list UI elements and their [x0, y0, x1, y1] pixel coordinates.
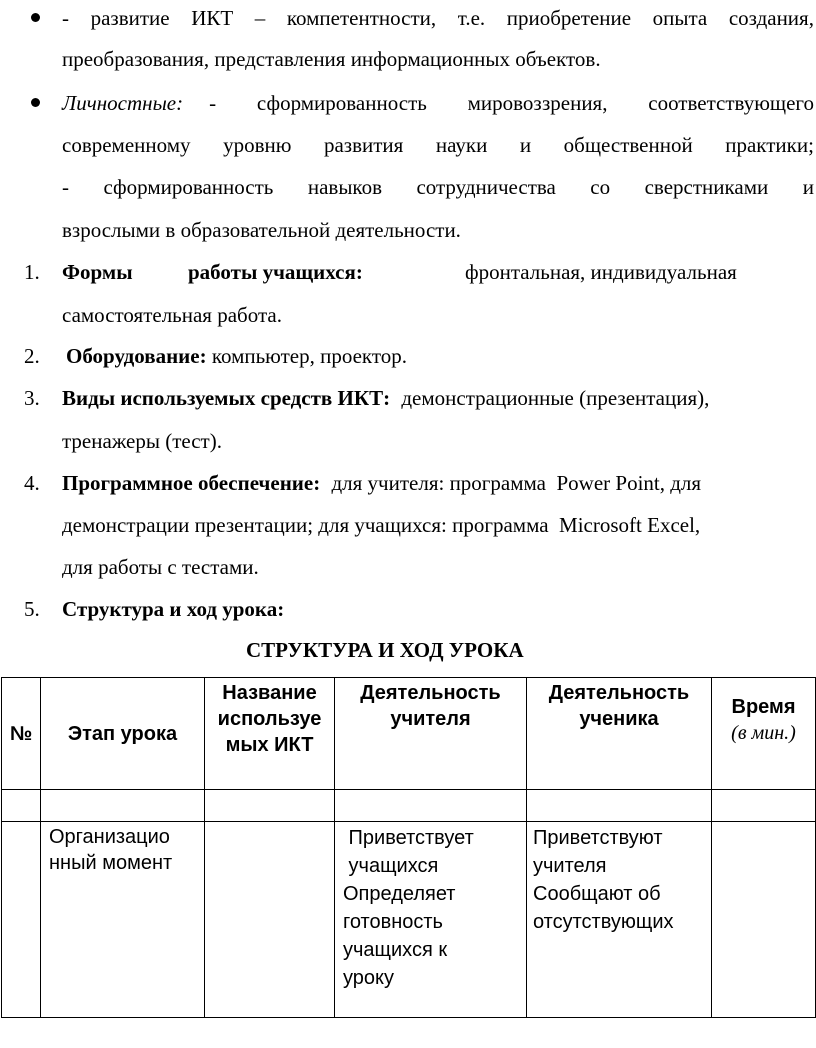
- row-teacher-line: Приветствует: [343, 827, 474, 849]
- row-student-cell: [527, 822, 712, 1018]
- item-3-continuation: тренажеры (тест).: [62, 429, 222, 453]
- word: -: [62, 175, 69, 199]
- word: сверстниками: [644, 175, 769, 199]
- word: –: [254, 6, 266, 30]
- header-ict: [205, 678, 335, 790]
- word: навыков: [307, 175, 382, 199]
- bullet-1-line-2: преобразования, представления информационных объектов.: [62, 47, 601, 71]
- item-number: 5.: [24, 597, 40, 621]
- word: сформированность: [103, 175, 274, 199]
- word: развития: [323, 133, 404, 157]
- item-4-line-1: [62, 471, 701, 495]
- header-stage-text: Этап урока: [67, 722, 178, 745]
- table-cell: [2, 822, 41, 1018]
- header-student-line: Деятельность: [548, 682, 690, 704]
- table-cell: [712, 790, 816, 822]
- table-cell: [41, 790, 205, 822]
- header-time-text: Время: [731, 696, 796, 718]
- table-empty-row: [2, 790, 816, 822]
- bullet-2-line-2: [62, 133, 814, 157]
- word: соответствующего: [648, 91, 814, 115]
- item-1-label-part1: Формы: [62, 260, 133, 284]
- bullet-2-line-1-text: [209, 91, 814, 115]
- item-1-label: работы учащихся:: [188, 260, 363, 284]
- word: ИКТ: [191, 6, 234, 30]
- header-student-line: ученика: [579, 708, 659, 730]
- row-teacher-line: учащихся к: [343, 939, 448, 961]
- item-3-label: Виды используемых средств ИКТ:: [62, 386, 391, 410]
- word: и: [802, 175, 814, 199]
- word: и: [519, 133, 532, 157]
- header-student: [527, 678, 712, 790]
- item-3-line-1: [62, 386, 709, 410]
- item-4-continuation-2: для работы с тестами.: [62, 555, 259, 579]
- word: науки: [435, 133, 488, 157]
- table-cell: [205, 790, 335, 822]
- row-teacher-line: уроку: [343, 967, 394, 989]
- item-4-value: для учителя: программа Power Point, для: [331, 471, 702, 495]
- item-number: 3.: [24, 386, 40, 410]
- header-time-unit: (в мин.): [731, 722, 796, 744]
- item-3-value: демонстрационные (презентация),: [401, 386, 710, 410]
- row-student-line: учителя: [533, 855, 607, 877]
- word: сотрудничества: [416, 175, 556, 199]
- table-header-row: [2, 678, 816, 790]
- bullet-dot: [31, 13, 40, 22]
- table-cell: [527, 790, 712, 822]
- header-ict-line: Название: [222, 682, 317, 704]
- lesson-structure-table: [1, 677, 816, 1018]
- row-stage-line: нный момент: [49, 852, 173, 874]
- row-student-line: Приветствуют: [533, 827, 663, 849]
- bullet-2-line-3: [62, 175, 814, 199]
- word: уровню: [223, 133, 292, 157]
- bullet-dot: [31, 98, 40, 107]
- item-2-label: Оборудование:: [66, 344, 207, 368]
- item-number: 4.: [24, 471, 40, 495]
- bullet-1-line-1: [62, 6, 814, 30]
- personal-label: Личностные:: [62, 91, 184, 115]
- word: общественной: [563, 133, 693, 157]
- table-cell: [712, 822, 816, 1018]
- item-number: 1.: [24, 260, 40, 284]
- header-teacher-line: Деятельность: [360, 682, 501, 704]
- word: сформированность: [256, 91, 427, 115]
- header-num: [2, 678, 41, 790]
- row-stage-line: Организацио: [49, 826, 170, 848]
- table-cell: [2, 790, 41, 822]
- word: современному: [62, 133, 191, 157]
- row-teacher-line: Определяет: [343, 883, 456, 905]
- item-5-line: [62, 597, 284, 621]
- table-cell: [335, 790, 527, 822]
- item-5-label: Структура и ход урока:: [62, 597, 285, 621]
- word: компетентности,: [286, 6, 437, 30]
- header-teacher: [335, 678, 527, 790]
- word: мировоззрения,: [467, 91, 608, 115]
- header-num-text: №: [9, 722, 33, 745]
- item-4-label: Программное обеспечение:: [62, 471, 321, 495]
- header-time: [712, 678, 816, 790]
- header-stage: [41, 678, 205, 790]
- header-teacher-line: учителя: [390, 708, 471, 730]
- word: создания,: [728, 6, 814, 30]
- item-1-line-1: [62, 260, 133, 284]
- header-ict-line: мых ИКТ: [225, 734, 314, 756]
- row-student-line: Сообщают об: [533, 883, 661, 905]
- bullet-2-line-1: [62, 91, 814, 115]
- word: опыта: [652, 6, 708, 30]
- header-ict-line: используе: [217, 708, 322, 730]
- bullet-2-line-4: взрослыми в образовательной деятельности.: [62, 218, 461, 242]
- item-1-label-part2: [188, 260, 363, 284]
- table-title: СТРУКТУРА И ХОД УРОКА: [246, 638, 524, 662]
- word: со: [590, 175, 611, 199]
- item-1-continuation: самостоятельная работа.: [62, 303, 282, 327]
- item-number: 2.: [24, 344, 40, 368]
- table-cell: [205, 822, 335, 1018]
- row-student-line: отсутствующих: [533, 911, 674, 933]
- word: т.е.: [457, 6, 486, 30]
- row-stage-cell: [41, 822, 205, 1018]
- word: практики;: [725, 133, 814, 157]
- word: -: [62, 6, 69, 30]
- item-2-line: [66, 344, 407, 368]
- row-teacher-line: учащихся: [343, 855, 439, 877]
- row-teacher-cell: [335, 822, 527, 1018]
- item-1-value: фронтальная, индивидуальная: [465, 260, 737, 284]
- word: приобретение: [506, 6, 632, 30]
- word: развитие: [90, 6, 170, 30]
- row-teacher-line: готовность: [343, 911, 443, 933]
- item-2-value: компьютер, проектор.: [211, 344, 407, 368]
- item-4-continuation-1: демонстрации презентации; для учащихся: программа Microsoft Excel,: [62, 513, 701, 537]
- word: -: [209, 91, 217, 115]
- table-row: [2, 822, 816, 1018]
